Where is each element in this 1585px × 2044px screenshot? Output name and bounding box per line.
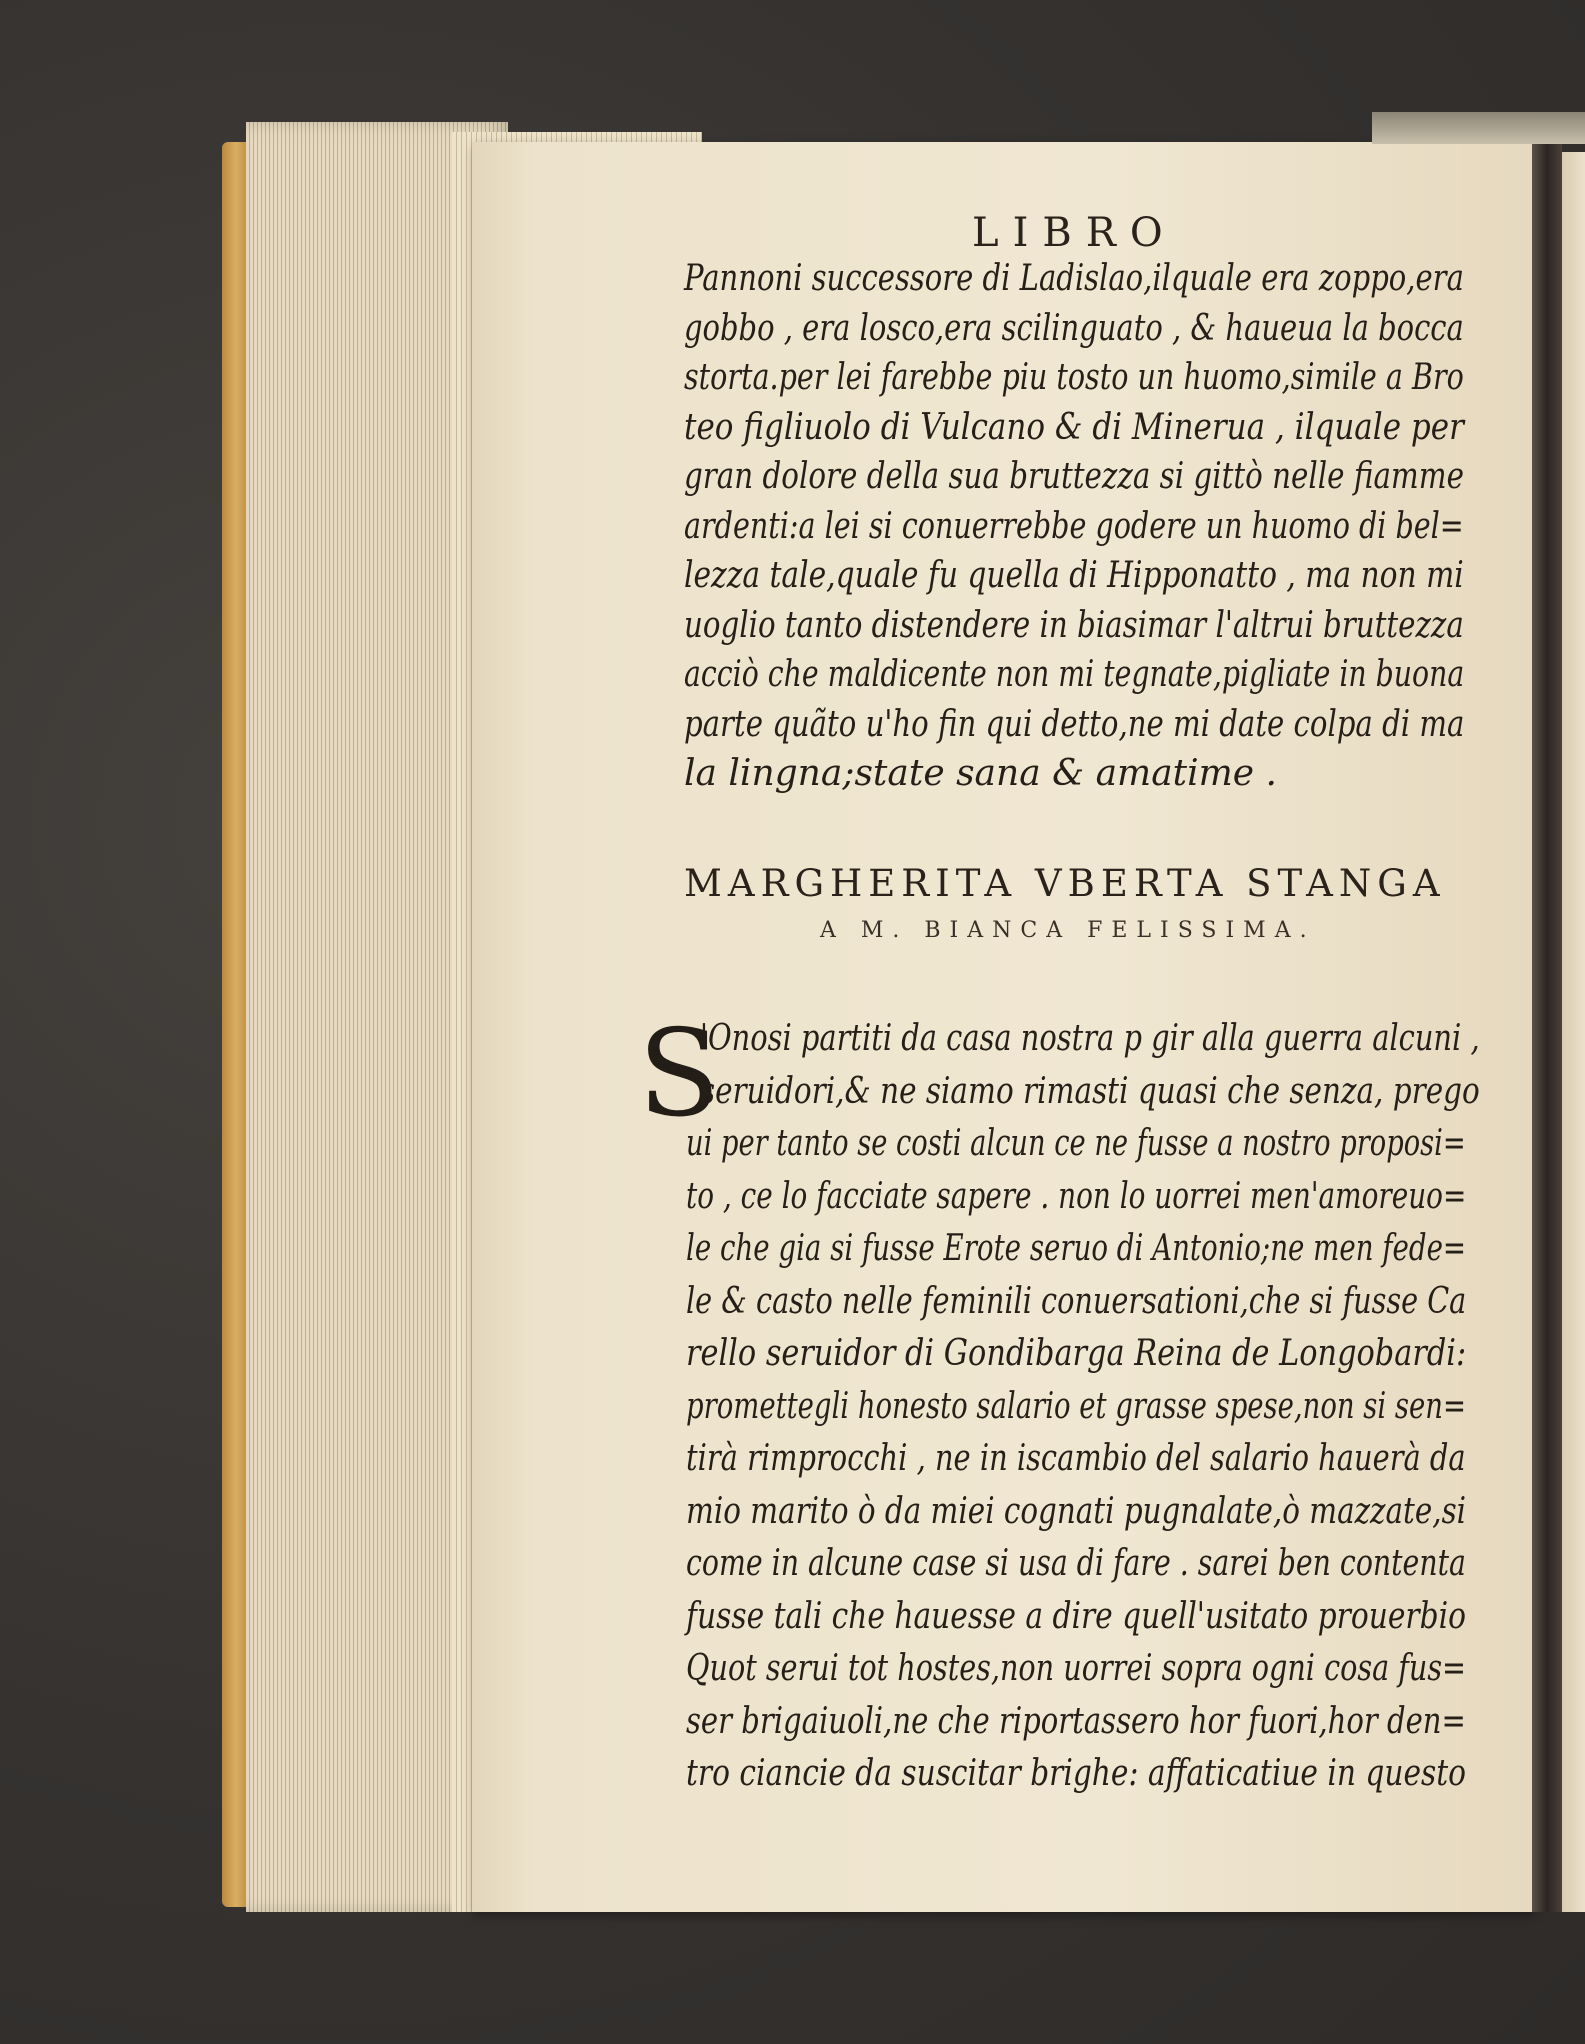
- text-line: gobbo , era losco,era scilinguato , & haueua la bocca: [684, 307, 1464, 349]
- text-line: storta.per lei farebbe piu tosto un huomo,simile a Bro: [684, 357, 1464, 398]
- book-gutter: [1532, 142, 1562, 1912]
- text-line: rello seruidor di Gondibarga Reina de Longobardi:: [686, 1333, 1467, 1374]
- text-line: le & casto nelle feminili conuersationi,che si fusse Ca: [686, 1280, 1467, 1322]
- text-line: Quot serui tot hostes,non uorrei sopra ogni cosa fus=: [686, 1648, 1467, 1689]
- text-line: 'Onosi partiti da casa nostra p gir alla guerra alcuni ,: [700, 1018, 1480, 1059]
- text-line: ser brigaiuoli,ne che riportassero hor fuori,hor den=: [686, 1700, 1466, 1742]
- text-line: come in alcune case si usa di fare . sarei ben contenta: [686, 1543, 1466, 1584]
- text-line: acciò che maldicente non mi tegnate,pigliate in buona: [684, 654, 1465, 695]
- drop-cap: S: [638, 1005, 721, 1144]
- text-line: parte quãto u'ho fin qui detto,ne mi date colpa di ma: [684, 703, 1465, 745]
- text-line: fusse tali che hauesse a dire quell'usitato prouerbio: [686, 1595, 1466, 1637]
- text-line: ardenti:a lei si conuerrebbe godere un huomo di bel=: [684, 505, 1464, 547]
- text-line: promettegli honesto salario et grasse spese,non si sen=: [686, 1385, 1467, 1427]
- text-line: to , ce lo facciate sapere . non lo uorrei men'amoreuo=: [686, 1175, 1467, 1217]
- text-line: la lingna;state sana & amatime .: [684, 753, 1277, 794]
- text-line: tro ciancie da suscitar brighe: affaticatiue in questo: [686, 1753, 1467, 1794]
- letter-title: MARGHERITA VBERTA STANGA: [684, 862, 1446, 905]
- text-line: Pannoni successore di Ladislao,ilquale era zoppo,era: [684, 258, 1464, 299]
- right-page-sliver: [1562, 152, 1585, 1912]
- text-line: mio marito ò da miei cognati pugnalate,ò mazzate,si: [686, 1490, 1467, 1532]
- binding-top: [1372, 112, 1585, 144]
- text-line: tirà rimprocchi , ne in iscambio del salario hauerà da: [686, 1438, 1466, 1479]
- text-line: le che gia si fusse Erote seruo di Antonio;ne men fede=: [686, 1228, 1467, 1269]
- text-line: ui per tanto se costi alcun ce ne fusse a nostro proposi=: [686, 1123, 1466, 1164]
- text-line: uoglio tanto distendere in biasimar l'altrui bruttezza: [684, 604, 1464, 646]
- letter-addressee: A M. BIANCA FELISSIMA.: [820, 918, 1316, 943]
- text-line: seruidori,& ne siamo rimasti quasi che senza, prego: [700, 1070, 1480, 1112]
- running-head: LIBRO: [972, 210, 1177, 256]
- text-line: teo figliuolo di Vulcano & di Minerua , ilquale per: [684, 406, 1464, 448]
- text-line: gran dolore della sua bruttezza si gittò nelle fiamme: [684, 456, 1464, 497]
- text-line: lezza tale,quale fu quella di Hipponatto , ma non mi: [684, 555, 1464, 596]
